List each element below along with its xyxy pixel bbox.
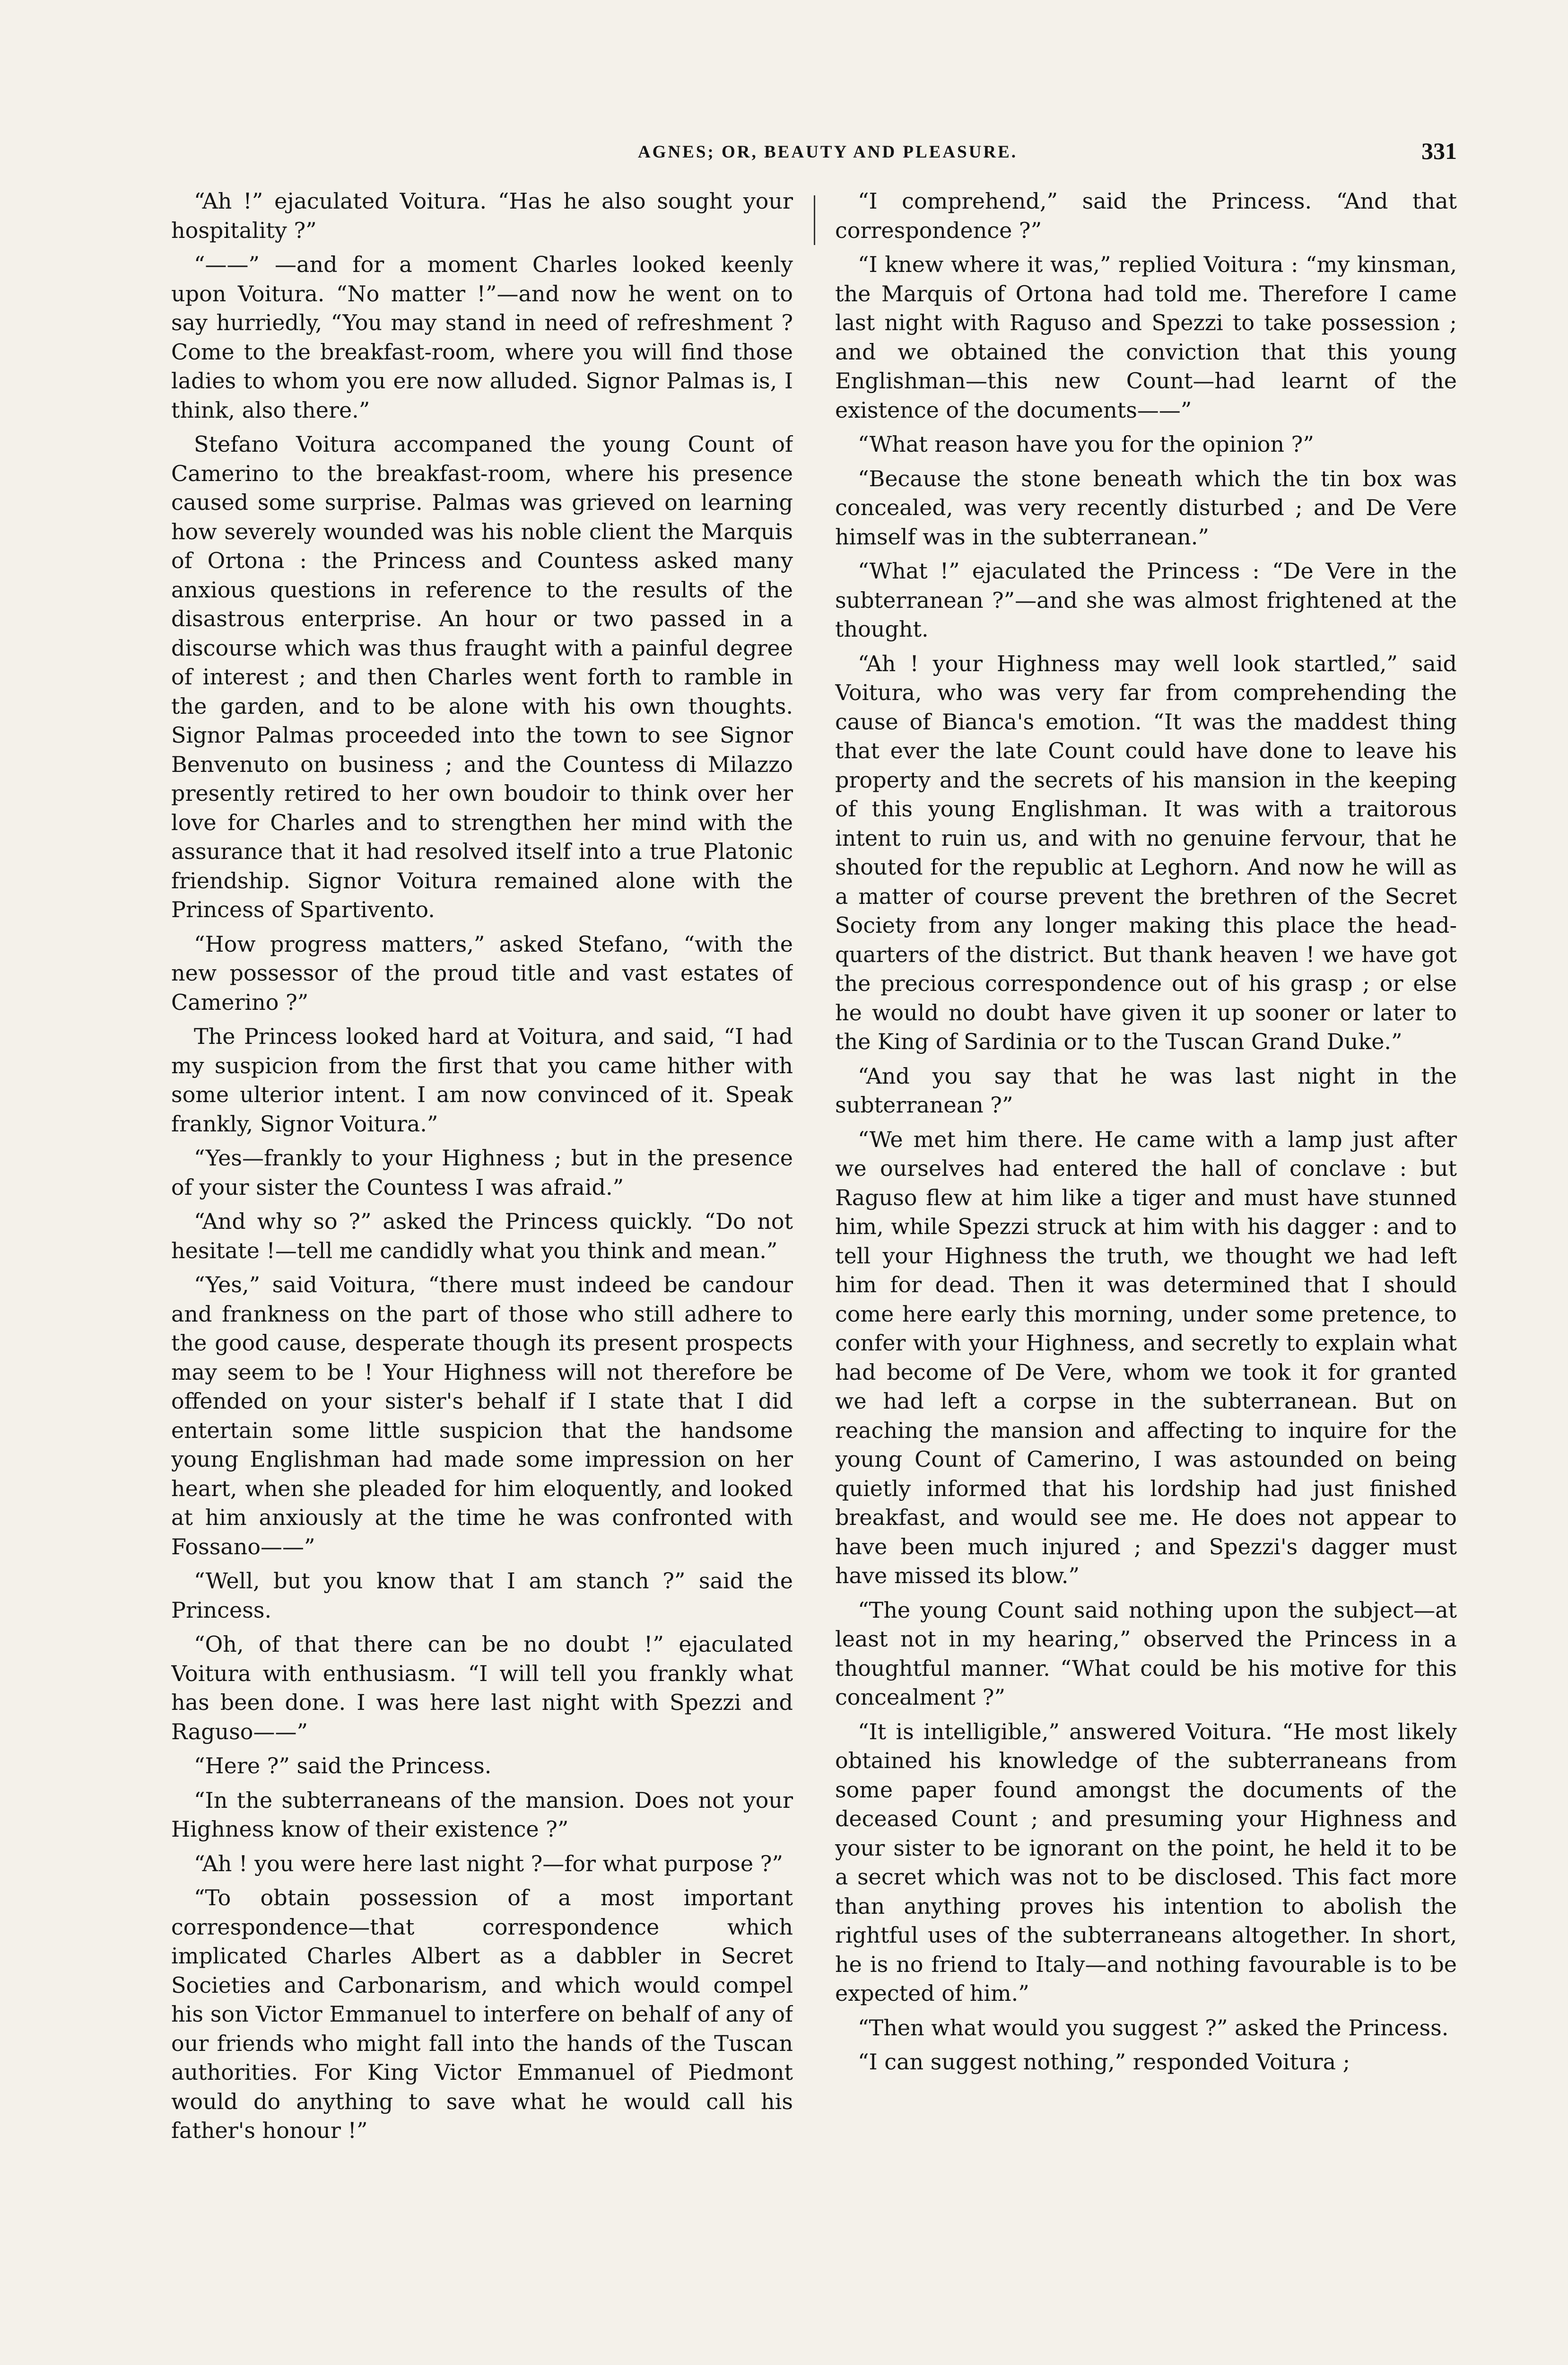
left-column — [171, 187, 793, 2330]
page-header — [199, 138, 1457, 175]
paragraph: “And you say that he was last night in the subterranean ?” — [835, 1063, 1457, 1118]
paragraph: “Then what would you suggest ?” asked the Princess. — [858, 2015, 1449, 2041]
paragraph: “The young Count said nothing upon the subject—at least not in my hearing,” observed the Princess in a thoughtful manner. “What could be his motive for this concealment ?” — [835, 1597, 1457, 1710]
paragraph: “We met him there. He came with a lamp just after we ourselves had entered the hall of conclave : but Raguso flew at him like a tiger and must have stunned him, while Spezzi struck at him with his dagger : and to tell your Highness the truth, we thought we had left him for dead. Then it was determined that I should come here early this morning, under some pretence, to confer with your Highness, and secretly to explain what had become of De Vere, whom we took it for granted we had left a corpse in the subterranean. But on reaching the mansion and affecting to inquire for the young Count of Camerino, I was astounded on being quietly informed that his lordship had just finished breakfast, and would see me. He does not appear to have been much injured ; and Spezzi's dagger must have missed its blow.” — [835, 1126, 1457, 1588]
paragraph: “Yes,” said Voitura, “there must indeed be candour and frankness on the part of those who still adhere to the good cause, desperate though its present prospects may seem to be ! Your Highness will not therefore be offended on your sister's behalf if I state that I did entertain some little suspicion that the handsome young Englishman had made some impression on her heart, when she pleaded for him eloquently, and looked at him anxiously at the time he was confronted with Fossano——” — [171, 1272, 793, 1559]
paragraph: “I can suggest nothing,” responded Voitura ; — [858, 2049, 1350, 2075]
paragraph: “——” —and for a moment Charles looked keenly upon Voitura. “No matter !”—and now he went on to say hurriedly, “You may stand in need of refreshment ? Come to the breakfast-room, where you will find those ladies to whom you ere now alluded. Signor Palmas is, I think, also there.” — [171, 252, 793, 423]
paragraph: “In the subterraneans of the mansion. Does not your Highness know of their existence ?” — [171, 1787, 793, 1842]
page-number: 331 — [1421, 138, 1457, 164]
text-columns — [171, 187, 1457, 2330]
paragraph: “I knew where it was,” replied Voitura : “my kinsman, the Marquis of Ortona had told me. Therefore I came last night with Raguso and Spezzi to take possession ; and we obtained the conviction that this young Englishman—this new Count—had learnt of the existence of the documents——” — [835, 252, 1457, 423]
paragraph: “It is intelligible,” answered Voitura. “He most likely obtained his knowledge of the subterraneans from some paper found amongst the documents of the deceased Count ; and presuming your Highness and your sister to be ignorant on the point, he held it to be a secret which was not to be disclosed. This fact more than anything proves his intention to abolish the rightful uses of the subterraneans altogether. In short, he is no friend to Italy—and nothing favourable is to be expected of him.” — [835, 1718, 1457, 2006]
paragraph: “Ah ! you were here last night ?—for what purpose ?” — [194, 1850, 783, 1876]
right-column — [835, 187, 1457, 2330]
paragraph: The Princess looked hard at Voitura, and said, “I had my suspicion from the first that you came hither with some ulterior intent. I am now convinced of it. Speak frankly, Signor Voitura.” — [171, 1024, 793, 1137]
paragraph: “What !” ejaculated the Princess : “De Vere in the subterranean ?”—and she was almost frightened at the thought. — [835, 558, 1457, 642]
paragraph: “How progress matters,” asked Stefano, “with the new possessor of the proud title and vast estates of Camerino ?” — [171, 931, 793, 1015]
paragraph: “I comprehend,” said the Princess. “And that correspondence ?” — [835, 188, 1457, 243]
paragraph: “What reason have you for the opinion ?” — [858, 431, 1314, 457]
paragraph: Stefano Voitura accompaned the young Count of Camerino to the breakfast-room, where his presence caused some surprise. Palmas was grieved on learning how severely wounded was his noble client the Marquis of Ortona : the Princess and Countess asked many anxious questions in reference to the results of the disastrous enterprise. An hour or two passed in a discourse which was thus fraught with a painful degree of interest ; and then Charles went forth to ramble in the garden, and to be alone with his own thoughts. Signor Palmas proceeded into the town to see Signor Benvenuto on business ; and the Countess di Milazzo presently retired to her own boudoir to think over her love for Charles and to strengthen her mind with the assurance that it had resolved itself into a true Platonic friendship. Signor Voitura remained alone with the Princess of Spartivento. — [171, 431, 793, 922]
paragraph: “Yes—frankly to your Highness ; but in the presence of your sister the Countess I was afraid.” — [171, 1145, 793, 1200]
paragraph: “Here ?” said the Princess. — [194, 1753, 492, 1778]
paragraph: “To obtain possession of a most important correspondence—that correspondence which implicated Charles Albert as a dabbler in Secret Societies and Carbonarism, and which would compel his son Victor Emmanuel to interfere on behalf of any of our friends who might fall into the hands of the Tuscan authorities. For King Victor Emmanuel of Piedmont would do anything to save what he would call his father's honour !” — [171, 1885, 793, 2143]
paragraph: “Because the stone beneath which the tin box was concealed, was very recently disturbed ; and De Vere himself was in the subterranean.” — [835, 465, 1457, 550]
paragraph: “And why so ?” asked the Princess quickly. “Do not hesitate !—tell me candidly what you think and mean.” — [171, 1209, 793, 1263]
paragraph: “Ah !” ejaculated Voitura. “Has he also sought your hospitality ?” — [171, 188, 793, 243]
paragraph: “Ah ! your Highness may well look startled,” said Voitura, who was very far from comprehending the cause of Bianca's emotion. “It was the maddest thing that ever the late Count could have done to leave his property and the secrets of his mansion in the keeping of this young Englishman. It was with a traitorous intent to ruin us, and with no genuine fervour, that he shouted for the republic at Leghorn. And now he will as a matter of course prevent the brethren of the Secret Society from any longer making this place the head-quarters of the district. But thank heaven ! we have got the precious correspondence out of his grasp ; or else he would no doubt have given it up sooner or later to the King of Sardinia or to the Tuscan Grand Duke.” — [835, 650, 1457, 1054]
column-divider — [814, 195, 815, 245]
running-title: AGNES; OR, BEAUTY AND PLEASURE. — [637, 142, 1018, 162]
paragraph: “Well, but you know that I am stanch ?” said the Princess. — [171, 1568, 793, 1623]
paragraph: “Oh, of that there can be no doubt !” ejaculated Voitura with enthusiasm. “I will tell you frankly what has been done. I was here last night with Spezzi and Raguso——” — [171, 1631, 793, 1744]
